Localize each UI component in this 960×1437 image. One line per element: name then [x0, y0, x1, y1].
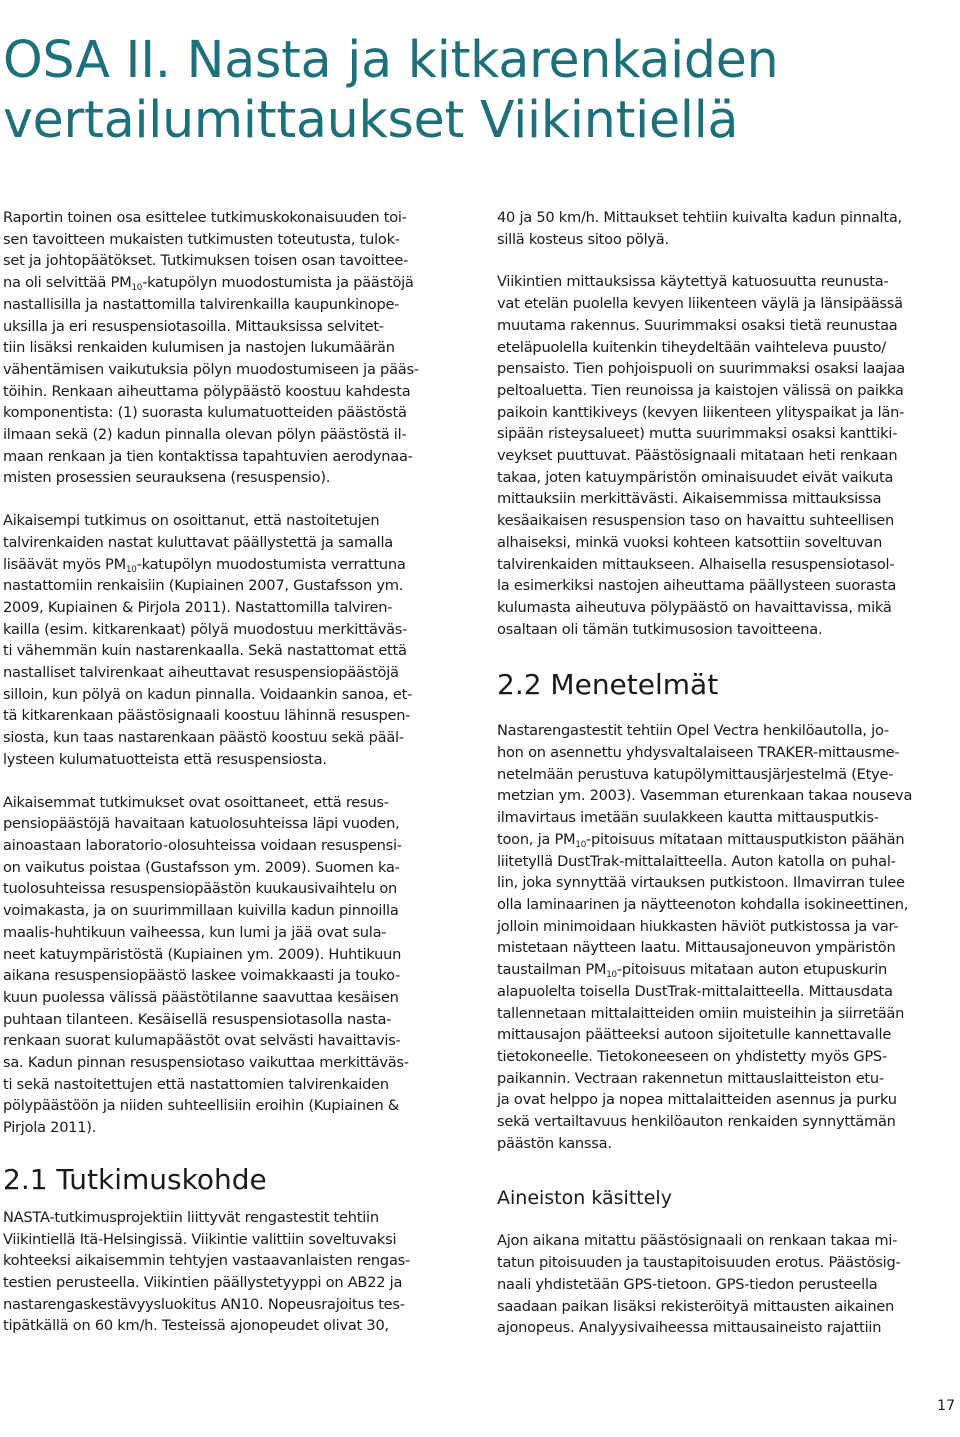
right-paragraph-4	[497, 1230, 957, 1339]
text-line: lin, joka synnyttää virtauksen putkistoon. Ilmavirran tulee	[497, 874, 905, 892]
text-line: mittausajon päätteeksi autoon sijoitetulle kannettavalle	[497, 1026, 892, 1044]
text-line: ajonopeus. Analyysivaiheessa mittausaineisto rajattiin	[497, 1319, 882, 1337]
text-line: ja ovat helppo ja nopea mittalaitteiden asennus ja purku	[497, 1091, 897, 1109]
text-line: kohteeksi aikaisemmin tehtyjen vastaavanlaisten rengas-	[3, 1252, 411, 1270]
title-line-1: OSA II. Nasta ja kitkarenkaiden	[3, 29, 779, 89]
text-line: 2009, Kupiainen & Pirjola 2011). Nastattomilla talviren-	[3, 598, 393, 616]
text-line: ti vähemmän kuin nastarenkaalla. Sekä nastattomat että	[3, 642, 407, 660]
text-line: Viikintien mittauksissa käytettyä katuosuutta reunusta-	[497, 273, 889, 291]
text-line: testien perusteella. Viikintien päällystetyyppi on AB22 ja	[3, 1273, 403, 1291]
text-line: pölypäästöön ja niiden suhteellisiin eroihin (Kupiainen &	[3, 1097, 399, 1115]
text-line: töihin. Renkaan aiheuttama pölypäästö koostuu kahdesta	[3, 382, 411, 400]
text-line: Aikaisempi tutkimus on osoittanut, että nastoitetujen	[3, 512, 380, 530]
text-line: komponentista: (1) suorasta kulumatuotteiden päästöstä	[3, 404, 407, 422]
text-line: nastarengaskestävyysluokitus AN10. Nopeusrajoitus tes-	[3, 1295, 405, 1313]
text-line: sekä vertailtavuus henkilöauton renkaiden synnyttämän	[497, 1113, 896, 1131]
left-paragraph-3	[3, 792, 458, 1139]
text-line: uksilla ja eri resuspensiotasoilla. Mittauksissa selvitet-	[3, 317, 384, 335]
text-line: maan renkaan ja tien kontaktissa tapahtuvien aerodynaa-	[3, 447, 413, 465]
text-segment: taustailman PM	[497, 961, 607, 979]
text-line: olla laminaarinen ja näytteenoton kohdalla isokineettinen,	[497, 895, 909, 913]
text-line: mistetaan näytteen laatu. Mittausajoneuvon ympäristön	[497, 939, 896, 957]
section-heading-tutkimuskohde: 2.1 Tutkimuskohde	[3, 1162, 267, 1196]
text-line: veykset puuttuvat. Päästösignaali mitataan heti renkaan	[497, 447, 898, 465]
left-paragraph-1	[3, 207, 458, 489]
text-line: mittauksiin merkittävästi. Aikaisemmissa mittauksissa	[497, 490, 882, 508]
text-line: netelmään perustuva katupölymittausjärjestelmä (Etye-	[497, 765, 894, 783]
text-line: on vaikutus poistaa (Gustafsson ym. 2009). Suomen ka-	[3, 858, 400, 876]
text-line: aikana resuspensiopäästö laskee voimakkaasti ja touko-	[3, 967, 401, 985]
subscript: 10	[606, 970, 617, 981]
text-line: lysteen kulumatuotteista että resuspensiosta.	[3, 750, 327, 768]
text-line: nastallisilla ja nastattomilla talvirenkailla kaupunkinope-	[3, 295, 400, 313]
text-segment: na oli selvittää PM	[3, 274, 132, 292]
text-line: silloin, kun pölyä on kadun pinnalla. Voidaankin sanoa, et-	[3, 685, 413, 703]
text-line: muutama rakennus. Suurimmaksi osaksi tietä reunustaa	[497, 316, 898, 334]
text-line: jolloin minimoidaan hiukkasten häviöt putkistossa ja var-	[497, 917, 899, 935]
text-line: takaa, joten katuympäristön ominaisuudet eivät vaikuta	[497, 468, 894, 486]
text-line: paikoin kanttikiveys (kevyen liikenteen ylityspaikat ja län-	[497, 403, 905, 421]
text-line: ilmaan sekä (2) kadun pinnalla olevan pölyn päästöstä il-	[3, 426, 407, 444]
text-line: tiin lisäksi renkaiden kulumisen ja nastojen lukumäärän	[3, 339, 395, 357]
text-line: Aikaisemmat tutkimukset ovat osoittaneet, että resus-	[3, 793, 389, 811]
text-line: pensaisto. Tien pohjoispuoli on suurimmaksi osaksi laajaa	[497, 360, 905, 378]
text-line: vat etelän puolella kevyen liikenteen väylä ja länsipäässä	[497, 295, 903, 313]
text-line: set ja johtopäätökset. Tutkimuksen toisen osan tavoittee-	[3, 252, 409, 270]
text-line: ilmavirtaus imetään suulakkeen kautta mittausputkis-	[497, 809, 879, 827]
text-line: 40 ja 50 km/h. Mittaukset tehtiin kuivalta kadun pinnalta,	[497, 209, 902, 226]
text-line: la esimerkiksi nastojen aiheuttama päällysteen suorasta	[497, 577, 897, 595]
text-line	[497, 829, 957, 851]
text-line: sa. Kadun pinnan resuspensiotaso vaikuttaa merkittäväs-	[3, 1054, 409, 1072]
section-heading-menetelmat: 2.2 Menetelmät	[497, 668, 719, 702]
text-segment: -pitoisuus mitataan mittausputkiston päähän	[586, 830, 905, 848]
text-line: Raportin toinen osa esittelee tutkimuskokonaisuuden toi-	[3, 209, 407, 226]
text-line: kailla (esim. kitkarenkaat) pölyä muodostuu merkittäväs-	[3, 620, 408, 638]
page-number: 17	[937, 1398, 955, 1414]
text-line: talvirenkaiden mittaukseen. Alhaisella resuspensiotasol-	[497, 555, 895, 573]
text-line: voimakasta, ja on suurimmillaan kuivilla kadun pinnoilla	[3, 902, 399, 920]
text-line: tietokoneelle. Tietokoneeseen on yhdistetty myös GPS-	[497, 1047, 887, 1065]
text-line	[3, 554, 458, 576]
text-line: Pirjola 2011).	[3, 1119, 97, 1137]
text-line: päästön kanssa.	[497, 1134, 612, 1152]
text-line: renkaan suorat kulumapäästöt ovat selvästi havaittavis-	[3, 1032, 401, 1050]
text-line: kesäaikaisen resuspension taso on havaittu suhteellisen	[497, 512, 895, 530]
text-line: tatun pitoisuuden ja taustapitoisuuden erotus. Päästösig-	[497, 1254, 901, 1272]
text-line: neet katuympäristöstä (Kupiainen ym. 2009). Huhtikuun	[3, 945, 402, 963]
subscript: 10	[131, 283, 143, 294]
page-title	[3, 30, 778, 150]
subscript: 10	[125, 564, 137, 575]
text-line: tuolosuhteissa resuspensiopäästön kuukausivaihtelu on	[3, 880, 398, 898]
text-line: hon on asennettu yhdysvaltalaiseen TRAKER-mittausme-	[497, 744, 900, 762]
text-line	[3, 272, 458, 294]
text-line: naali yhdistetään GPS-tietoon. GPS-tiedon perusteella	[497, 1275, 878, 1293]
text-line: kuun puolessa välissä päästötilanne saavuttaa kesäisen	[3, 988, 399, 1006]
sub-heading-aineiston-kasittely: Aineiston käsittely	[497, 1187, 672, 1210]
text-line: puhtaan tilanteen. Kesäisellä resuspensiotasolla nasta-	[3, 1010, 392, 1028]
left-paragraph-2	[3, 510, 458, 770]
text-line: siosta, kun taas nastarenkaan päästö koostuu sekä pääl-	[3, 729, 404, 747]
text-segment: lisäävät myös PM	[3, 555, 126, 573]
text-segment: toon, ja PM	[497, 830, 576, 848]
text-line: ti sekä nastoitettujen että nastattomien talvirenkaiden	[3, 1075, 389, 1093]
left-paragraph-4	[3, 1207, 458, 1337]
text-line: metzian ym. 2003). Vasemman eturenkaan takaa nouseva	[497, 787, 913, 805]
text-line: nastattomiin renkaisiin (Kupiainen 2007, Gustafsson ym.	[3, 577, 404, 595]
text-line: saadaan paikan lisäksi rekisteröityä mittausten aikainen	[497, 1297, 895, 1315]
text-line: sillä kosteus sitoo pölyä.	[497, 230, 669, 248]
text-line: pensiopäästöjä havaitaan katuolosuhteissa läpi vuoden,	[3, 815, 400, 833]
left-column	[3, 207, 458, 1337]
text-line: NASTA-tutkimusprojektiin liittyvät rengastestit tehtiin	[3, 1208, 379, 1226]
right-paragraph-1	[497, 207, 957, 250]
right-column	[497, 207, 957, 1339]
subscript: 10	[575, 839, 587, 850]
text-line: ainoastaan laboratorio-olosuhteissa voidaan resuspensi-	[3, 836, 402, 854]
text-line: vähentämisen vaikutuksia pölyn muodostumiseen ja pääs-	[3, 360, 419, 378]
text-line: eteläpuolella kuitenkin tiheydeltään vaihteleva puusto/	[497, 338, 886, 356]
text-line: sipään risteysalueet) mutta suurimmaksi osaksi kanttiki-	[497, 425, 898, 443]
text-line: maalis-huhtikuun vaiheessa, kun lumi ja jää ovat sula-	[3, 923, 387, 941]
text-line: sen tavoitteen mukaisten tutkimusten toteutusta, tulok-	[3, 230, 400, 248]
title-line-2: vertailumittaukset Viikintiellä	[3, 89, 739, 149]
text-line: Ajon aikana mitattu päästösignaali on renkaan takaa mi-	[497, 1232, 898, 1250]
text-line: tipätkällä on 60 km/h. Testeissä ajonopeudet olivat 30,	[3, 1317, 389, 1335]
text-segment: -pitoisuus mitataan auton etupuskurin	[616, 961, 888, 979]
text-line: tallennetaan mittalaitteiden omiin muisteihin ja siirretään	[497, 1004, 905, 1022]
text-line: Viikintiellä Itä-Helsingissä. Viikintie valittiin soveltuvaksi	[3, 1230, 397, 1248]
right-paragraph-3	[497, 720, 957, 1154]
text-line: misten prosessien seurauksena (resuspensio).	[3, 469, 331, 487]
right-paragraph-2	[497, 271, 957, 640]
text-line	[497, 959, 957, 981]
text-line: talvirenkaiden nastat kuluttavat päällystettä ja samalla	[3, 533, 393, 551]
text-line: osaltaan oli tämän tutkimusosion tavoitteena.	[497, 620, 823, 638]
text-line: tä kitkarenkaan päästösignaali koostuu lähinnä resuspen-	[3, 707, 411, 725]
text-line: Nastarengastestit tehtiin Opel Vectra henkilöautolla, jo-	[497, 722, 889, 740]
text-line: alhaiseksi, minkä vuoksi kohteen katsottiin soveltuvan	[497, 533, 883, 551]
text-segment: -katupölyn muodostumista verrattuna	[136, 555, 406, 573]
text-line: nastalliset talvirenkaat aiheuttavat resuspensiopäästöjä	[3, 664, 399, 682]
text-line: peltoaluetta. Tien reunoissa ja kaistojen välissä on paikka	[497, 381, 904, 399]
text-line: alapuolelta toisella DustTrak-mittalaitteella. Mittausdata	[497, 982, 893, 1000]
text-line: kulumasta aiheutuva pölypäästö on havaittavissa, mikä	[497, 598, 892, 616]
text-line: paikannin. Vectraan rakennetun mittauslaitteiston etu-	[497, 1069, 884, 1087]
text-segment: -katupölyn muodostumista ja päästöjä	[142, 274, 414, 292]
text-line: liitetyllä DustTrak-mittalaitteella. Auton katolla on puhal-	[497, 852, 896, 870]
